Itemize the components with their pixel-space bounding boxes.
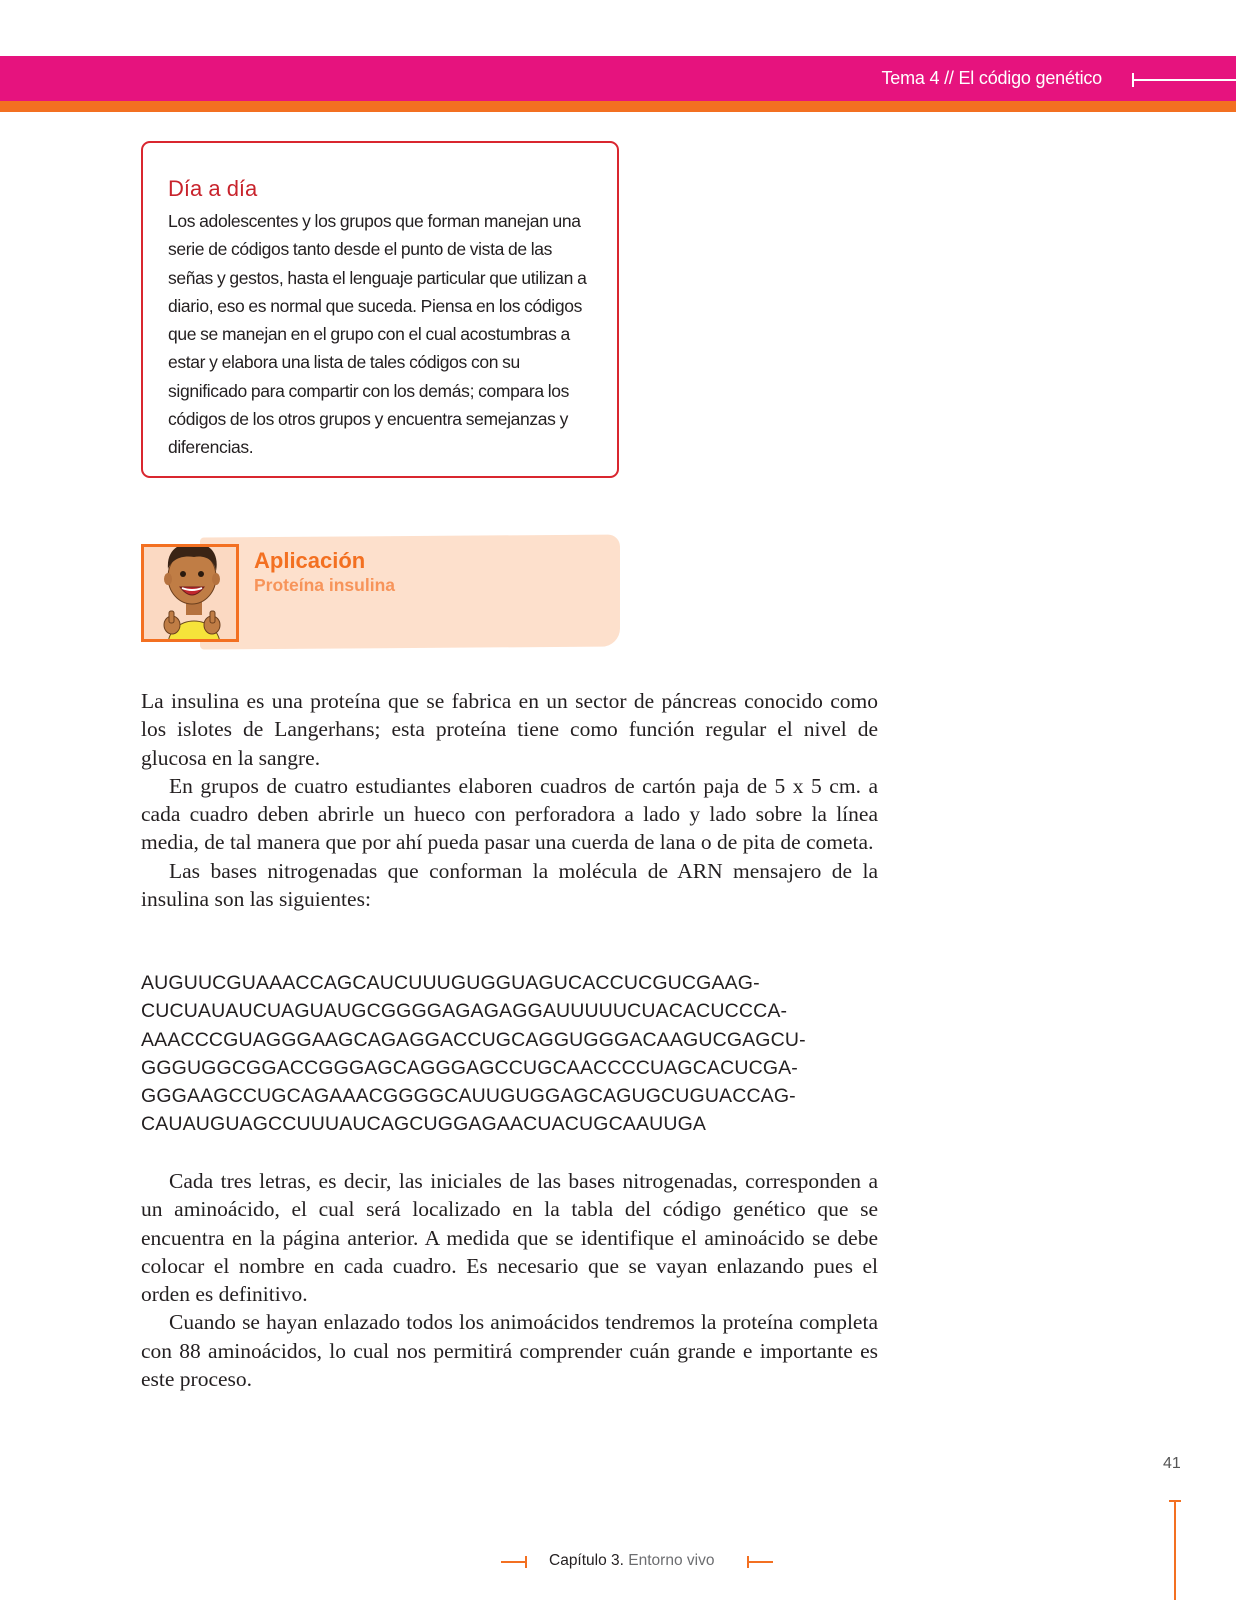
sequence-line: GGGAAGCCUGCAGAAACGGGGCAUUGUGGAGCAGUGCUGUACCAG- xyxy=(141,1085,796,1108)
footer-subtitle: Entorno vivo xyxy=(628,1552,715,1569)
paragraph: En grupos de cuatro estudiantes elaboren cuadros de cartón paja de 5 x 5 cm. a cada cuadro deben abrirle un hueco con perforadora a lado y lado sobre la línea media, de tal manera que por ahí pueda pasar una cuerda de lana o de pita de cometa. xyxy=(141,773,878,855)
page-rule xyxy=(1174,1500,1176,1600)
day-to-day-text: Los adolescentes y los grupos que forman manejan una serie de códigos tanto desde el punto de vista de las señas y gestos, hasta el lenguaje particular que utilizan a diario, eso es normal que suceda. Piensa en los códigos que se manejan en el grupo con el cual acostumbras a estar y elabora una lista de tales códigos con su significado para compartir con los demás; compara los códigos de los otros grupos y encuentra semejanzas y diferencias. xyxy=(168,211,587,458)
paragraph: La insulina es una proteína que se fabrica en un sector de páncreas conocido como los islotes de Langerhans; esta proteína tiene como función regular el nivel de glucosa en la sangre. xyxy=(141,689,878,770)
application-subtitle: Proteína insulina xyxy=(254,575,395,595)
page-number: 41 xyxy=(1163,1455,1181,1472)
sequence-line: AAACCCGUAGGGAAGCAGAGGACCUGCAGGUGGGACAAGUCGAGCU- xyxy=(141,1028,806,1051)
boy-thumbs-up-icon xyxy=(144,544,236,642)
footer-chapter: Capítulo 3. xyxy=(549,1552,624,1569)
paragraph: Cada tres letras, es decir, las iniciales de las bases nitrogenadas, corresponden a un aminoácido, el cual será localizado en la tabla del código genético que se encuentra en la página anterior. A medida que se identifique el aminoácido se debe colocar el nombre en cada cuadro. Es necesario que se vayan enlazando pues el orden es definitivo. xyxy=(141,1169,878,1307)
body-text-top xyxy=(141,687,878,913)
footer-rule-left xyxy=(501,1561,527,1563)
sequence-line: CUCUAUAUCUAGUAUGCGGGGAGAGAGGAUUUUUCUACACUCCCA- xyxy=(141,1000,788,1023)
header-rule xyxy=(1132,79,1236,81)
header-title: Tema 4 // El código genético xyxy=(881,68,1102,88)
footer-tick-left xyxy=(525,1556,527,1568)
footer-rule-right xyxy=(747,1561,773,1563)
header-stripe xyxy=(0,101,1236,112)
mrna-sequence xyxy=(141,969,878,1139)
footer xyxy=(549,1552,714,1570)
application-title: Aplicación xyxy=(254,548,366,573)
paragraph: Cuando se hayan enlazado todos los animoácidos tendremos la proteína completa con 88 aminoácidos, lo cual nos permitirá comprender cuán grande e importante es este proceso. xyxy=(141,1310,878,1392)
sequence-line: CAUAUGUAGCCUUUAUCAGCUGGAGAACUACUGCAAUUGA xyxy=(141,1113,707,1136)
application-illustration xyxy=(141,544,239,642)
body-text-bottom xyxy=(141,1167,878,1393)
sequence-line: AUGUUCGUAAACCAGCAUCUUUGUGGUAGUCACCUCGUCGAAG- xyxy=(141,972,760,994)
paragraph: Las bases nitrogenadas que conforman la molécula de ARN mensajero de la insulina son las siguientes: xyxy=(141,858,878,912)
day-to-day-title: Día a día xyxy=(168,176,258,201)
sequence-line: GGGUGGCGGACCGGGAGCAGGGAGCCUGCAACCCCUAGCACUCGA- xyxy=(141,1056,798,1079)
